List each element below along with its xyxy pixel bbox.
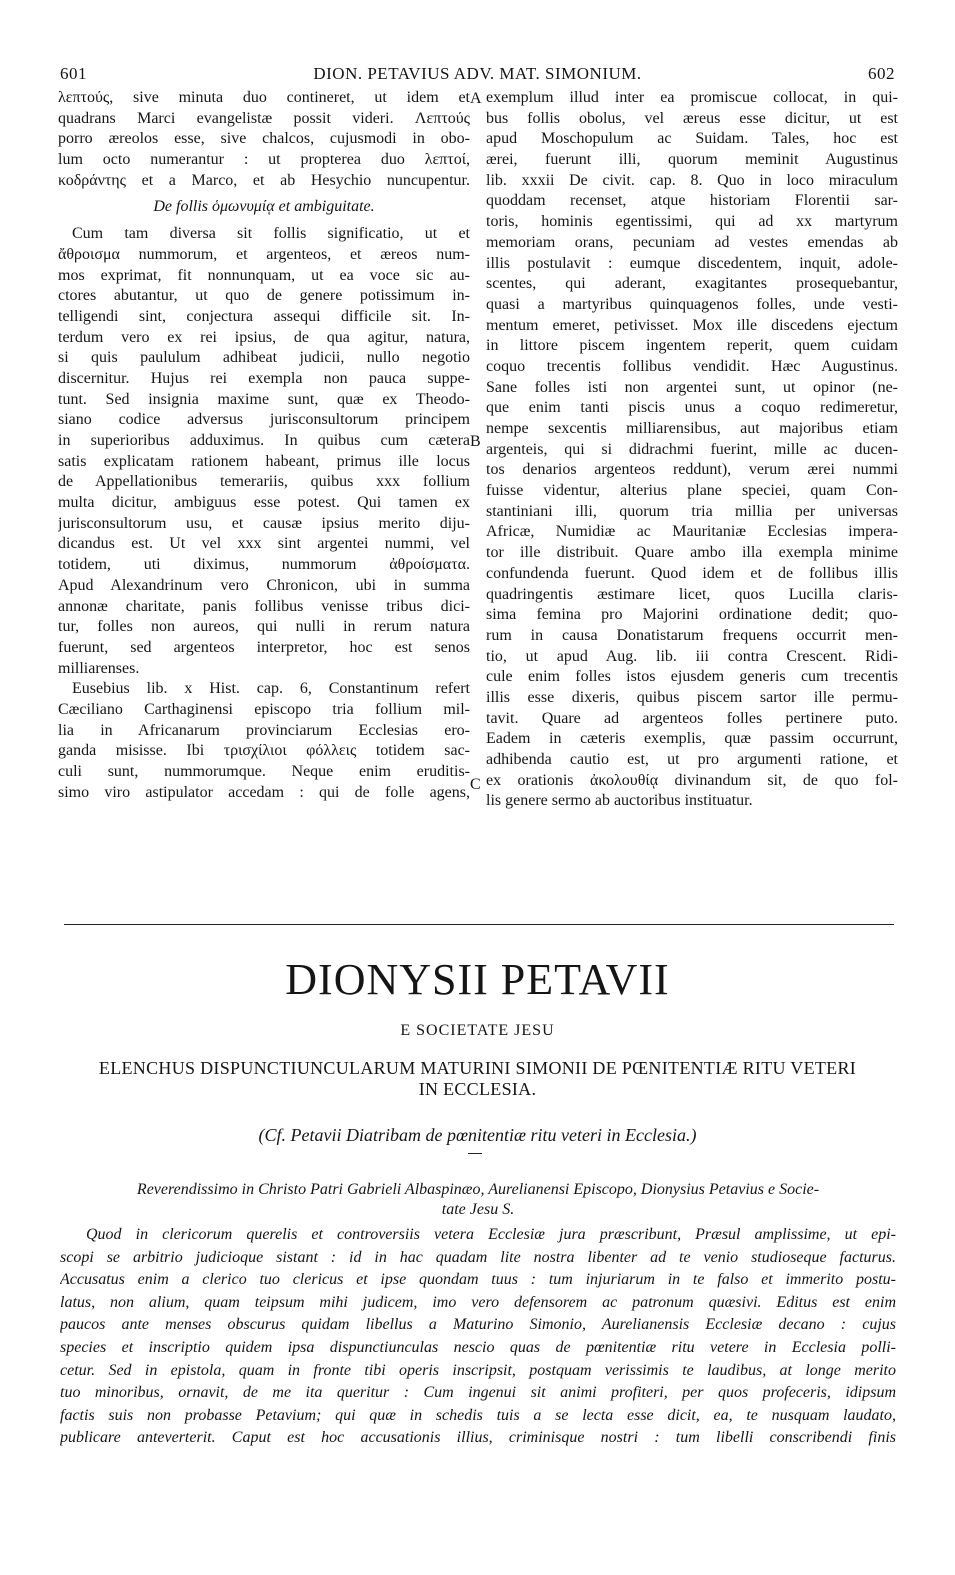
text-line: scopi se arbitrio judicioque sistant : id in hac quadam lite nostra libenter ad te venio studioseque facturus. (60, 1248, 896, 1266)
text-line: argenteis, qui si didrachmi fuerint, mille ac ducen- (486, 440, 898, 458)
text-line: multa dicitur, ambiguus esse potest. Qui tamen ex (58, 494, 470, 512)
text-line: tos denarios argenteos reddunt), verum ærei nummi (486, 461, 898, 479)
text-line: Cum tam diversa sit follis significatio, ut et (72, 225, 470, 243)
text-line: tio, ut apud Aug. lib. iii contra Crescent. Ridi- (486, 647, 898, 665)
text-line: κοδράντης et a Marco, et ab Hesychio nuncupentur. (58, 171, 470, 189)
text-line: quasi a martyribus quinquagenos folles, unde vesti- (486, 295, 898, 313)
text-line: annonæ charitate, panis follibus venisse tribus dici- (58, 597, 470, 615)
text-line: adhibenda cautio est, ut pro argumenti ratione, et (486, 751, 898, 768)
text-line: factis suis non probasse Petavium; qui quæ in schedis tuis a se lecta esse dicit, ea, te nusquam laudato, (60, 1406, 896, 1424)
section-divider-rule (64, 924, 894, 925)
dedication-line: Reverendissimo in Christo Patri Gabrieli Albaspinæo, Aurelianensi Episcopo, Dionysius Petavius e Socie- (136, 1181, 820, 1198)
text-line: Accusatus enim a clerico tuo clericus et ipse quondam tuus : tum injuriarum in te falso et immerito postu- (60, 1271, 896, 1289)
text-line: Eadem in cæteris exemplis, quæ passim occurrunt, (486, 730, 898, 748)
text-line: apud Moschopulum ac Suidam. Tales, hoc est (486, 130, 898, 148)
work-long-title (60, 1058, 895, 1100)
text-line: in littore piscem ingentem reperit, quem cuidam (486, 337, 898, 355)
text-line: telligendi sint, conjectura assequi difficile sit. In- (58, 307, 470, 325)
column-marker-c: C (470, 776, 481, 793)
text-line: satis explicatam rationem habeant, primus ille locus (58, 452, 470, 470)
text-line: publicare anteverterit. Caput est hoc accusationis illius, criminisque nostri : tum libelli conscribendi finis (60, 1429, 896, 1447)
text-line: λεπτούς, sive minuta duo contineret, ut idem et (58, 89, 470, 106)
text-line: ctores abutantur, ut quo de genere potissimum in- (58, 287, 470, 305)
text-line: ex orationis ἀκολουθίᾳ divinandum sit, de quo fol- (486, 771, 898, 789)
right-column (486, 88, 898, 812)
text-line: Apud Alexandrinum vero Chronicon, ubi in summa (58, 576, 470, 594)
column-marker-a: A (470, 90, 482, 107)
text-line: dicandus est. Ut vel xxx sint argentei nummi, vel (58, 535, 470, 553)
text-line: in superioribus adduximus. In quibus cum cætera (58, 432, 470, 449)
text-line: tunt. Sed insignia maxime sunt, quæ ex Theodo- (58, 390, 470, 408)
text-line: mentum emeret, petivisset. Mox ille discedens ejectum (486, 316, 898, 334)
text-line: de Appellationibus temerariis, quibus xxx follium (58, 473, 470, 491)
page-number-right: 602 (868, 64, 895, 83)
text-line: ærei, fuerunt illi, quorum meminit Augustinus (486, 151, 898, 169)
text-line: species et inscriptio quidem ipsa dispunctiunculas nescio quas de pœnitentiæ ritu vetere in Ecclesia polli- (60, 1338, 896, 1356)
work-title: DIONYSII PETAVII (285, 955, 670, 1004)
text-line: lis genere sermo ab auctoribus instituatur. (486, 792, 753, 810)
text-line: illis esse dixeris, quibus piscem sartor ille permu- (486, 688, 898, 706)
left-para-2 (58, 224, 470, 679)
dedication-line: tate Jesu S. (441, 1201, 515, 1218)
text-line: exemplum illud inter ea promiscue collocat, in qui- (486, 89, 898, 106)
text-line: lum octo numerantur : ut propterea duo λεπτοί, (58, 151, 470, 169)
dedication (60, 1180, 896, 1220)
text-line: latus, non alium, quam teipsum mihi judicem, imo vero defensorem ac patronum quæsivi. Editus est enim (60, 1293, 896, 1311)
long-title-line: IN ECCLESIA. (418, 1079, 537, 1099)
text-line: quadringentis æstimare licet, quos Lucilla claris- (486, 585, 898, 603)
text-line: tavit. Quare ad argenteos folles pertinere puto. (486, 709, 898, 727)
text-line: ἄθροισμα nummorum, et argenteos, et æreos num- (58, 245, 470, 263)
text-line: cule enim folles istos ejusdem generis cum trecentis (486, 668, 898, 686)
text-line: lia in Africanarum provinciarum Ecclesias ero- (58, 721, 470, 739)
text-line: que enim tanti piscis unus a coquo redimeretur, (486, 399, 898, 417)
text-line: memoriam orans, pecuniam ad vestes emendas ab (486, 233, 898, 251)
text-line: siano codice adversus jurisconsultorum principem (58, 411, 470, 429)
text-line: coquo trecentis follibus vendidit. Hæc Augustinus. (486, 357, 898, 375)
text-line: sima femina pro Majorini ordinatione dedit; quo- (486, 606, 898, 624)
text-line: toris, hominis egentissimi, qui ad xx martyrum (486, 213, 898, 231)
letter-body (60, 1224, 896, 1450)
text-line: tur, folles non aureos, qui nulli in rerum natura (58, 618, 470, 636)
text-line: mos exprimat, fit nonnunquam, ut ea voce sic au- (58, 266, 470, 284)
section-subheading: De follis ὁμωνυμίᾳ et ambiguitate. (153, 198, 375, 216)
left-para-3 (58, 679, 470, 803)
text-line: terdum vero ex rei ipsius, de qua agitur, natura, (58, 328, 470, 346)
text-line: confundenda fuerunt. Quod idem et de follibus illis (486, 564, 898, 582)
text-line: ganda misisse. Ibi τρισχίλιοι φόλλεις totidem sac- (58, 742, 470, 760)
text-line: discernitur. Hujus rei exempla non pauca suppe- (58, 369, 470, 387)
long-title-line: ELENCHUS DISPUNCTIUNCULARUM MATURINI SIMONII DE PŒNITENTIÆ RITU VETERI (98, 1058, 857, 1078)
text-line: cetur. Sed in epistola, quam in fronte tibi operis inscripsit, postquam verissimis te laudibus, at longe merito (60, 1361, 896, 1379)
text-line: totidem, uti diximus, nummorum ἀθροίσματα. (58, 556, 470, 574)
text-line: tuo minoribus, ornavit, de me ita queritur : Cum ingenui sit animi profiteri, per quos profeceris, idipsum (60, 1384, 896, 1402)
text-line: fuisse videntur, alterius plane speciei, quam Con- (486, 482, 898, 500)
column-marker-b: B (470, 433, 481, 450)
running-header (60, 64, 895, 86)
text-line: Cæciliano Carthaginensi episcopo tria follium mil- (58, 700, 470, 718)
text-line: illis postulavit : eumque discedentem, inquit, adole- (486, 254, 898, 272)
text-line: quoddam recenset, atque historiam Florentii sar- (486, 192, 898, 210)
text-line: rum in causa Donatistarum frequens occurrit men- (486, 626, 898, 644)
text-line: Africæ, Numidiæ ac Mauritaniæ Ecclesias impera- (486, 523, 898, 541)
text-line: tor ille distribuit. Quare ambo illa exempla minime (486, 544, 898, 562)
page-number-left: 601 (60, 64, 87, 83)
text-line: jurisconsultorum usu, et causæ ipsius merito diju- (58, 514, 470, 532)
text-line: porro æreolos esse, sive chalcos, cujusmodi in obo- (58, 130, 470, 148)
cross-reference: (Cf. Petavii Diatribam de pœnitentiæ ritu veteri in Ecclesia.) (258, 1125, 697, 1145)
text-line: fuerunt, sed argenteos interpretor, hoc est senos (58, 638, 470, 656)
text-line: Sane folles isti non argentei sunt, ut opinor (ne- (486, 378, 898, 396)
separator-dash (468, 1153, 482, 1154)
text-line: si quis paululum adhibeat judicii, nullo negotio (58, 349, 470, 367)
text-line: stantiniani illi, quorum tria millia per universas (486, 502, 898, 520)
text-line: nempe sexcentis milliarensibus, aut majoribus etiam (486, 420, 898, 437)
text-line: culi sunt, nummorumque. Neque enim eruditis- (58, 763, 470, 780)
text-line: Eusebius lib. x Hist. cap. 6, Constantinum refert (72, 680, 470, 698)
left-column (58, 88, 470, 803)
running-title: DION. PETAVIUS ADV. MAT. SIMONIUM. (313, 64, 642, 83)
text-line: bus follis obolus, vel æreus esse dicitur, ut est (486, 109, 898, 127)
text-line: lib. xxxii De civit. cap. 8. Quo in loco miraculum (486, 171, 898, 189)
text-line: scentes, qui aderant, exagitantes prosequebantur, (486, 275, 898, 293)
text-line: quadrans Marci evangelistæ possit videri. Λεπτούς (58, 109, 470, 127)
text-line: milliarenses. (58, 659, 140, 677)
text-line: simo viro astipulator accedam : qui de folle agens, (58, 783, 470, 801)
work-subtitle: E SOCIETATE JESU (400, 1022, 555, 1039)
text-line: Quod in clericorum querelis et controversiis vetera Ecclesiæ jura præscribunt, Præsul amplissime, ut epi- (86, 1226, 896, 1243)
text-line: paucos ante menses obscurus quidam libellus a Maturino Simonio, Aurelianensis Ecclesiæ decano : cujus (60, 1316, 896, 1334)
left-para-1 (58, 88, 470, 191)
